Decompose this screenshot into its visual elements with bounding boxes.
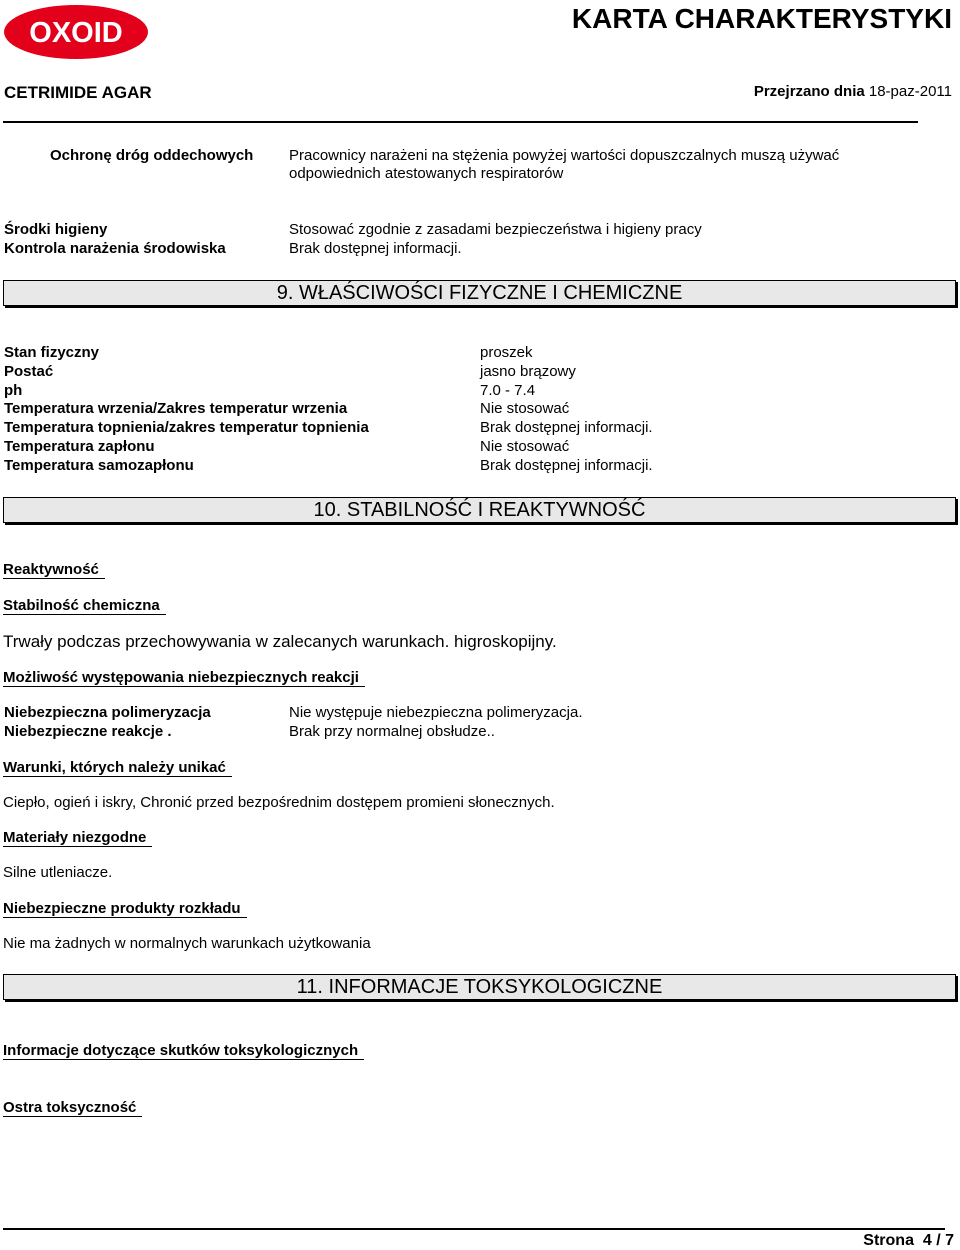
decomposition-heading: Niebezpieczne produkty rozkładu — [3, 900, 247, 918]
prop-label-ph: ph — [4, 382, 23, 399]
hygiene-label: Środki higieny — [4, 221, 108, 238]
page-indicator — [863, 1232, 954, 1250]
prop-label-form: Postać — [4, 363, 54, 380]
polymerization-label: Niebezpieczna polimeryzacja — [4, 704, 211, 721]
prop-label-boiling: Temperatura wrzenia/Zakres temperatur wrzenia — [4, 400, 348, 417]
incompatible-heading: Materiały niezgodne — [3, 829, 152, 847]
polymerization-value: Nie występuje niebezpieczna polimeryzacja. — [289, 704, 583, 721]
decomposition-text: Nie ma żadnych w normalnych warunkach użytkowania — [3, 935, 371, 952]
avoid-text: Ciepło, ogień i iskry, Chronić przed bezpośrednim dostępem promieni słonecznych. — [3, 794, 555, 811]
oxoid-logo — [3, 4, 149, 60]
hygiene-value: Stosować zgodnie z zasadami bezpieczeństwa i higieny pracy — [289, 221, 702, 238]
prop-value-boiling: Nie stosować — [480, 400, 570, 417]
tox-effects-heading: Informacje dotyczące skutków toksykologicznych — [3, 1042, 364, 1060]
revised-date-value: 18-paz-2011 — [868, 83, 952, 100]
respiratory-value-2: odpowiednich atestowanych respiratorów — [289, 165, 564, 182]
avoid-heading: Warunki, których należy unikać — [3, 759, 232, 777]
section-10-header: 10. STABILNOŚĆ I REAKTYWNOŚĆ — [3, 497, 956, 523]
prop-value-form: jasno brązowy — [480, 363, 576, 380]
prop-value-flash-point: Nie stosować — [480, 438, 570, 455]
revision-date — [754, 83, 952, 100]
prop-value-melting: Brak dostępnej informacji. — [480, 419, 653, 436]
reactions-label: Niebezpieczne reakcje . — [4, 723, 172, 740]
stability-text: Trwały podczas przechowywania w zalecanych warunkach. higroskopijny. — [3, 632, 557, 651]
revised-label: Przejrzano dnia — [753, 83, 865, 100]
prop-label-physical-state: Stan fizyczny — [4, 344, 100, 361]
prop-label-flash-point: Temperatura zapłonu — [4, 438, 155, 455]
environment-label: Kontrola narażenia środowiska — [4, 240, 226, 257]
page-label: Strona — [863, 1232, 914, 1249]
prop-label-melting: Temperatura topnienia/zakres temperatur topnienia — [4, 419, 369, 436]
stability-heading: Stabilność chemiczna — [3, 597, 166, 615]
prop-label-autoignition: Temperatura samozapłonu — [4, 457, 194, 474]
prop-value-physical-state: proszek — [480, 344, 533, 361]
environment-value: Brak dostępnej informacji. — [289, 240, 462, 257]
page-number: 4 / 7 — [922, 1232, 954, 1249]
section-9-header: 9. WŁAŚCIWOŚCI FIZYCZNE I CHEMICZNE — [3, 280, 956, 306]
acute-toxicity-heading: Ostra toksyczność — [3, 1099, 142, 1117]
reactivity-heading: Reaktywność — [3, 561, 105, 579]
document-title: KARTA CHARAKTERYSTYKI — [571, 3, 952, 34]
incompatible-text: Silne utleniacze. — [3, 864, 113, 881]
prop-value-ph: 7.0 - 7.4 — [480, 382, 536, 399]
respiratory-value-1: Pracownicy narażeni na stężenia powyżej wartości dopuszczalnych muszą używać — [289, 147, 840, 164]
header-divider — [3, 121, 918, 123]
hazardous-reactions-heading: Możliwość występowania niebezpiecznych reakcji — [3, 669, 365, 687]
respiratory-label: Ochronę dróg oddechowych — [50, 147, 254, 164]
footer-divider — [3, 1228, 945, 1230]
svg-text:OXOID: OXOID — [29, 17, 123, 49]
product-name: CETRIMIDE AGAR — [4, 83, 152, 102]
reactions-value: Brak przy normalnej obsłudze.. — [289, 723, 495, 740]
section-11-header: 11. INFORMACJE TOKSYKOLOGICZNE — [3, 974, 956, 1000]
prop-value-autoignition: Brak dostępnej informacji. — [480, 457, 653, 474]
